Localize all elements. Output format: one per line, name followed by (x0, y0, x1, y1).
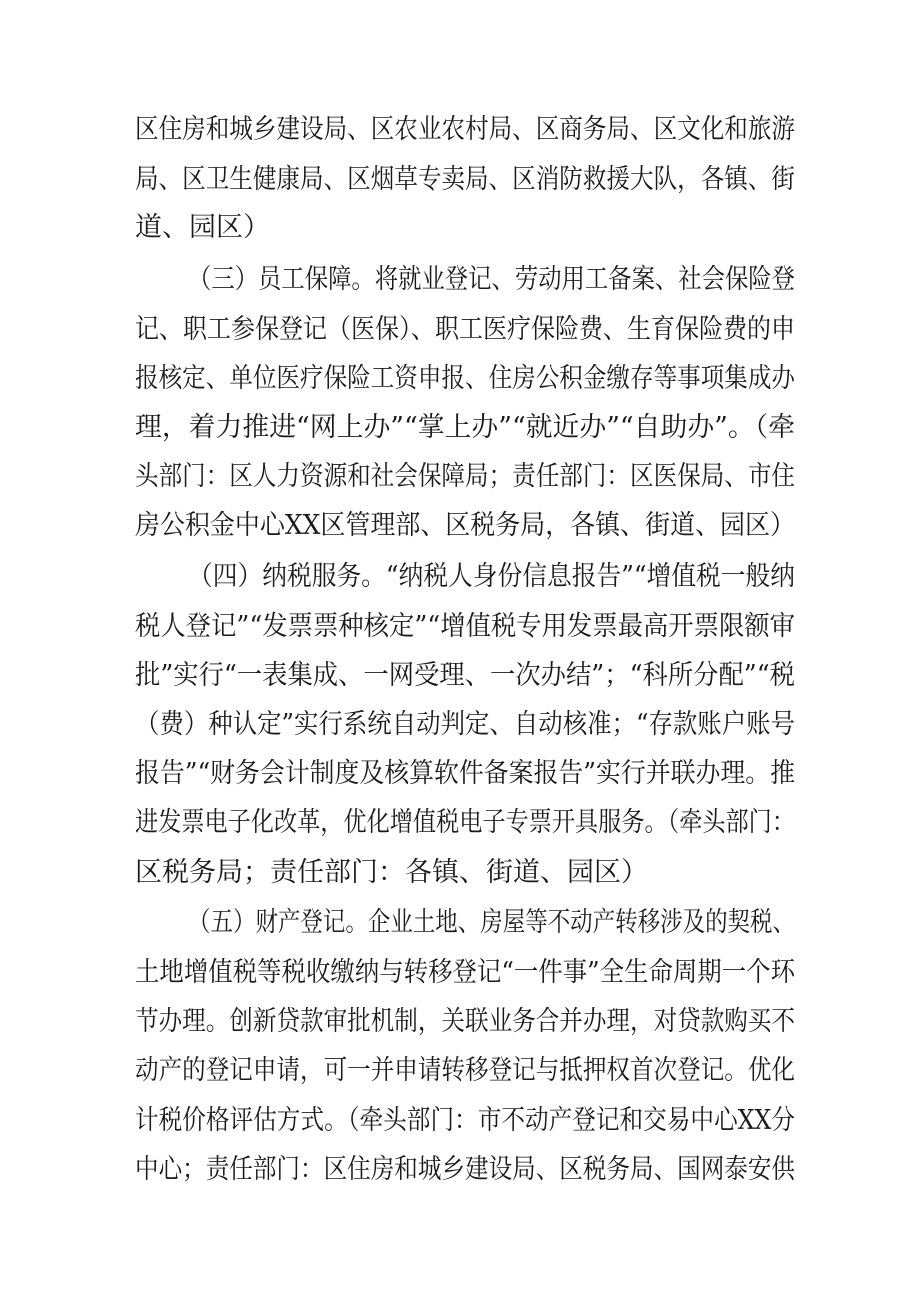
text-line: 房公积金中心XX区管理部、区税务局，各镇、街道、园区） (135, 510, 795, 541)
text-line: 区住房和城乡建设局、区农业农村局、区商务局、区文化和旅游 (135, 114, 795, 145)
text-line: 进发票电子化改革，优化增值税电子专票开具服务。（牵头部门： (135, 807, 795, 838)
text-line: 理，着力推进“网上办”“掌上办”“就近办”“自助办”。（牵 (135, 412, 795, 443)
text-line: 土地增值税等税收缴纳与转移登记“一件事”全生命周期一个环 (135, 957, 795, 988)
paragraph-4-first-line: （四）纳税服务。“纳税人身份信息报告”“增值税一般纳 (188, 561, 795, 592)
text-line: 计税价格评估方式。（牵头部门：市不动产登记和交易中心XX分 (135, 1105, 795, 1136)
text-line: 动产的登记申请，可一并申请转移登记与抵押权首次登记。优化 (135, 1055, 795, 1086)
text-line: 区税务局；责任部门：各镇、街道、园区） (135, 857, 648, 888)
text-line: 批”实行“一表集成、一网受理、一次办结”；“科所分配”“税 (135, 660, 795, 691)
text-line: 节办理。创新贷款审批机制，关联业务合并办理，对贷款购买不 (135, 1006, 795, 1037)
text-line: 局、区卫生健康局、区烟草专卖局、区消防救援大队，各镇、街 (135, 164, 795, 195)
text-line: 报告”“财务会计制度及核算软件备案报告”实行并联办理。推 (135, 758, 795, 789)
text-line: 记、职工参保登记（医保）、职工医疗保险费、生育保险费的申 (135, 314, 795, 345)
text-line: 税人登记”“发票票种核定”“增值税专用发票最高开票限额审 (135, 611, 795, 642)
text-line: 中心；责任部门：区住房和城乡建设局、区税务局、国网泰安供 (135, 1154, 795, 1185)
text-line: （费）种认定”实行系统自动判定、自动核准；“存款账户账号 (135, 709, 795, 740)
text-line: 头部门：区人力资源和社会保障局；责任部门：区医保局、市住 (135, 461, 795, 492)
paragraph-3-first-line: （三）员工保障。将就业登记、劳动用工备案、社会保险登 (188, 264, 795, 295)
text-line: 道、园区） (135, 212, 270, 243)
text-line: 报核定、单位医疗保险工资申报、住房公积金缴存等事项集成办 (135, 363, 795, 394)
paragraph-5-first-line: （五）财产登记。企业土地、房屋等不动产转移涉及的契税、 (188, 907, 795, 938)
